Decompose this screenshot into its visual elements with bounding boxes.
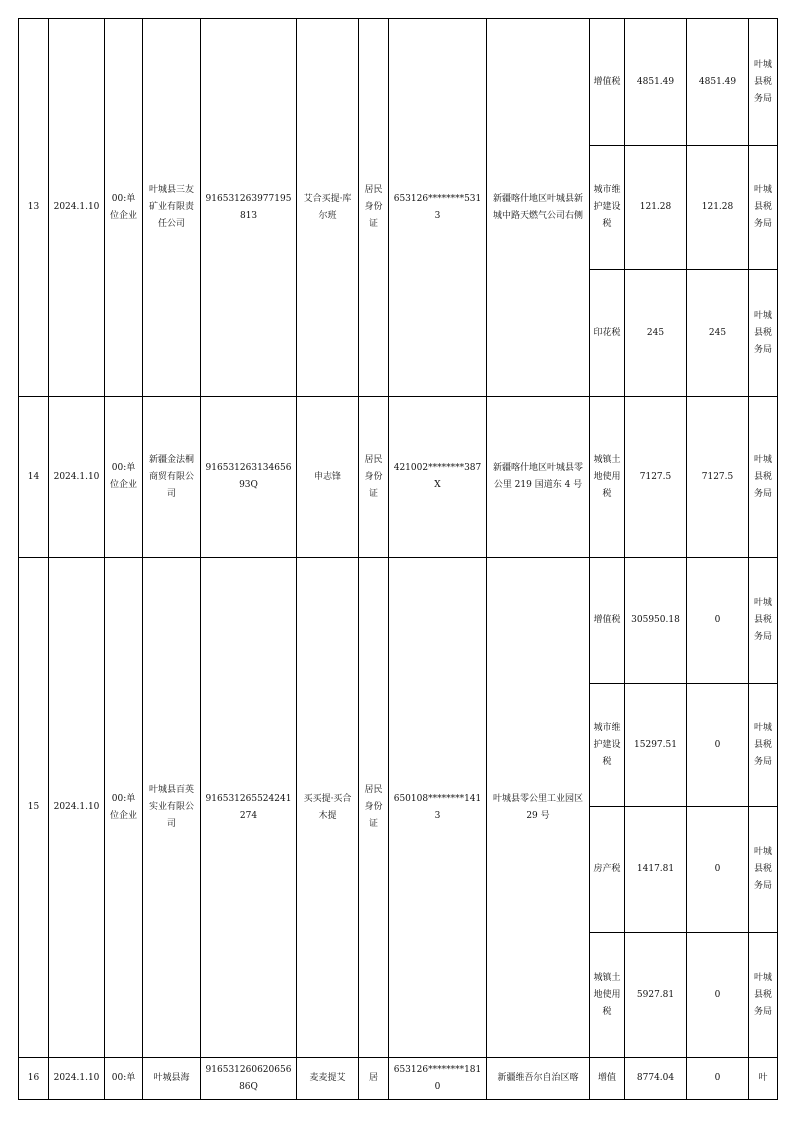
seq-cell: 15 (19, 558, 49, 1058)
date-cell: 2024.1.10 (49, 397, 105, 558)
tax-type-cell: 增值税 (590, 19, 625, 146)
tax-amount-cell: 121.28 (625, 146, 687, 270)
taxpayer-name-cell: 叶城县三友矿业有限责任公司 (143, 19, 201, 397)
tax-type-cell: 增值税 (590, 558, 625, 684)
id-number-cell: 653126********1810 (389, 1058, 487, 1100)
id-type-cell: 居 (359, 1058, 389, 1100)
credit-code-cell: 91653126397719581З (201, 19, 297, 397)
tax-office-cell: 叶城县税务局 (749, 807, 778, 933)
address-cell: 新疆喀什地区叶城县零公里 219 国道东 4 号 (487, 397, 590, 558)
tax-balance-cell: 0 (687, 807, 749, 933)
date-cell: 2024.1.10 (49, 19, 105, 397)
tax-type-cell: 城镇土地使用税 (590, 933, 625, 1058)
tax-office-cell: 叶城县税务局 (749, 933, 778, 1058)
legal-person-cell: 麦麦提艾 (297, 1058, 359, 1100)
table-row (19, 558, 778, 684)
legal-person-cell: 艾合买提·库尔班 (297, 19, 359, 397)
tax-office-cell: 叶城县税务局 (749, 397, 778, 558)
address-cell: 新疆喀什地区叶城县新城中路天燃气公司右侧 (487, 19, 590, 397)
address-cell: 新疆维吾尔自治区喀 (487, 1058, 590, 1100)
id-number-cell: 650108********1413 (389, 558, 487, 1058)
tax-amount-cell: 8774.04 (625, 1058, 687, 1100)
id-type-cell: 居民身份证 (359, 19, 389, 397)
tax-balance-cell: 121.28 (687, 146, 749, 270)
tax-type-cell: 城市维护建设税 (590, 684, 625, 807)
tax-office-cell: 叶城县税务局 (749, 270, 778, 397)
seq-cell: 13 (19, 19, 49, 397)
tax-amount-cell: 15297.51 (625, 684, 687, 807)
tax-amount-cell: 245 (625, 270, 687, 397)
tax-office-cell: 叶 (749, 1058, 778, 1100)
tax-balance-cell: 0 (687, 684, 749, 807)
table-row (19, 1058, 778, 1100)
taxpayer-type-cell: 00:单位企业 (105, 397, 143, 558)
tax-amount-cell: 5927.81 (625, 933, 687, 1058)
tax-balance-cell: 0 (687, 1058, 749, 1100)
tax-type-cell: 增值 (590, 1058, 625, 1100)
tax-amount-cell: 7127.5 (625, 397, 687, 558)
taxpayer-type-cell: 00:单位企业 (105, 558, 143, 1058)
tax-office-cell: 叶城县税务局 (749, 558, 778, 684)
date-cell: 2024.1.10 (49, 1058, 105, 1100)
tax-balance-cell: 245 (687, 270, 749, 397)
tax-balance-cell: 4851.49 (687, 19, 749, 146)
seq-cell: 14 (19, 397, 49, 558)
tax-office-cell: 叶城县税务局 (749, 146, 778, 270)
tax-type-cell: 房产税 (590, 807, 625, 933)
table-row (19, 397, 778, 558)
tax-office-cell: 叶城县税务局 (749, 684, 778, 807)
credit-code-cell: 91653126062065686Q (201, 1058, 297, 1100)
taxpayer-name-cell: 叶城县百英实业有限公司 (143, 558, 201, 1058)
tax-type-cell: 印花税 (590, 270, 625, 397)
tax-amount-cell: 4851.49 (625, 19, 687, 146)
id-number-cell: 421002********387X (389, 397, 487, 558)
id-type-cell: 居民身份证 (359, 397, 389, 558)
taxpayer-type-cell: 00:单位企业 (105, 19, 143, 397)
id-type-cell: 居民身份证 (359, 558, 389, 1058)
table-row (19, 19, 778, 146)
taxpayer-name-cell: 叶城县海 (143, 1058, 201, 1100)
tax-balance-cell: 7127.5 (687, 397, 749, 558)
tax-arrears-table (18, 18, 778, 1100)
tax-office-cell: 叶城县税务局 (749, 19, 778, 146)
date-cell: 2024.1.10 (49, 558, 105, 1058)
taxpayer-type-cell: 00:单 (105, 1058, 143, 1100)
legal-person-cell: 买买提·买合木提 (297, 558, 359, 1058)
credit-code-cell: 916531265524241274 (201, 558, 297, 1058)
tax-balance-cell: 0 (687, 558, 749, 684)
tax-amount-cell: 305950.18 (625, 558, 687, 684)
tax-type-cell: 城市维护建设税 (590, 146, 625, 270)
address-cell: 叶城县零公里工业园区 29 号 (487, 558, 590, 1058)
tax-type-cell: 城镇土地使用税 (590, 397, 625, 558)
seq-cell: 16 (19, 1058, 49, 1100)
tax-amount-cell: 1417.81 (625, 807, 687, 933)
legal-person-cell: 申志锋 (297, 397, 359, 558)
id-number-cell: 653126********5313 (389, 19, 487, 397)
taxpayer-name-cell: 新疆金法桐商贸有限公司 (143, 397, 201, 558)
tax-balance-cell: 0 (687, 933, 749, 1058)
credit-code-cell: 91653126313465693Q (201, 397, 297, 558)
